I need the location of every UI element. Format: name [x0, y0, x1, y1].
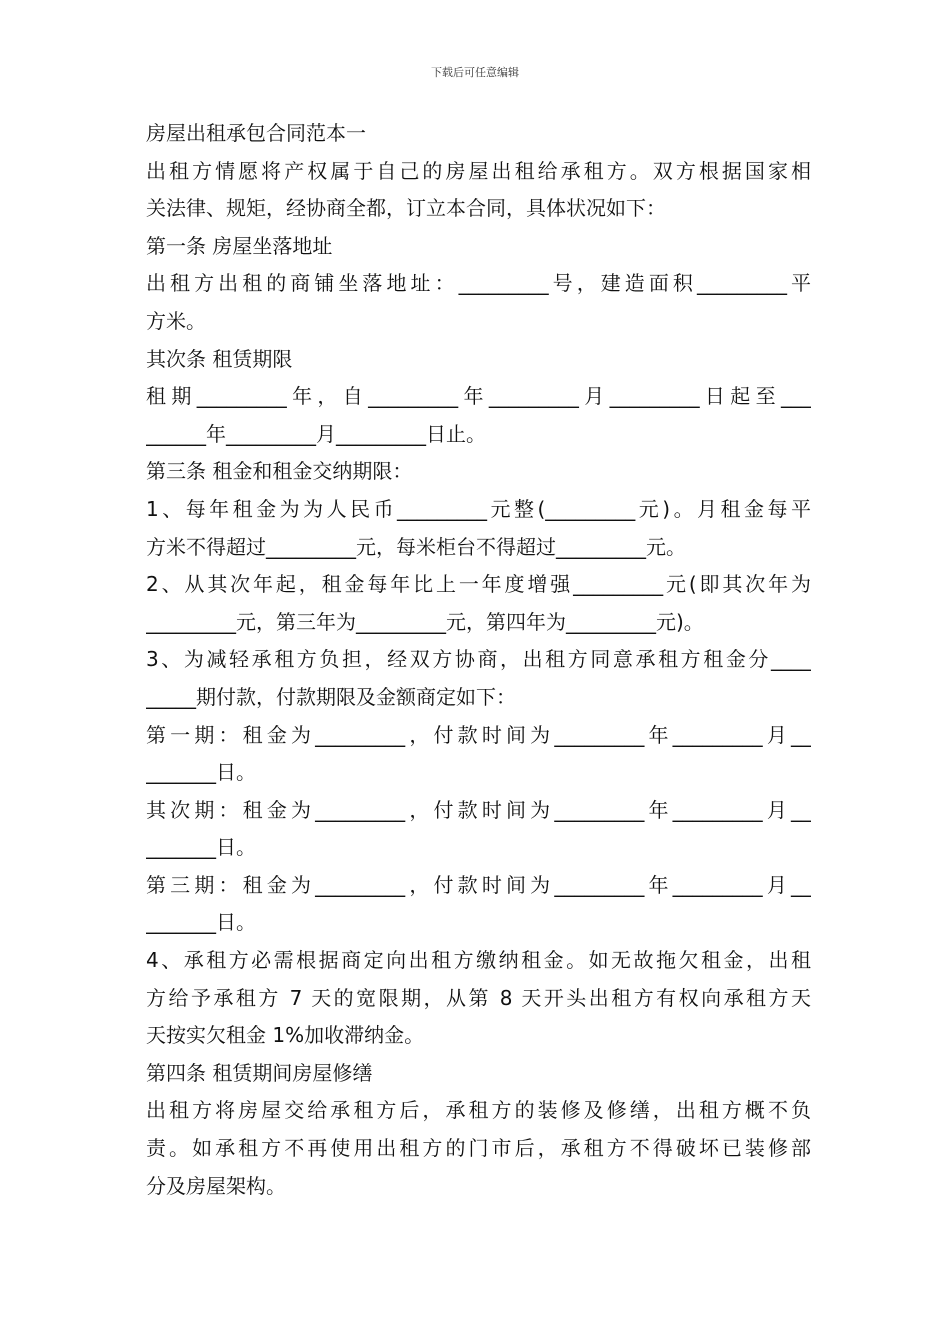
document-line: 4、承租方必需根据商定向出租方缴纳租金。如无故拖欠租金，出租: [146, 948, 811, 973]
document-line: 天按实欠租金 1%加收滞纳金。: [146, 1023, 425, 1048]
document-line: _________元，第三年为_________元，第四年为_________元)。: [146, 609, 704, 634]
document-line: _______日。: [146, 835, 256, 860]
document-line: 方给予承租方 7 天的宽限期，从第 8 天开头出租方有权向承租方天: [146, 985, 811, 1010]
document-line: 其次期：租金为_________，付款时间为_________年_________月__: [146, 797, 811, 822]
document-line: 租期_________年，自_________年_________月_________日起至___: [146, 384, 811, 409]
document-line: 第一条 房屋坐落地址: [146, 233, 333, 258]
document-line: 方米。: [146, 308, 206, 333]
document-body: [146, 115, 811, 1205]
document-line: 责。如承租方不再使用出租方的门市后，承租方不得破坏已装修部: [146, 1136, 811, 1161]
document-line: 关法律、规矩，经协商全都，订立本合同，具体状况如下：: [146, 196, 666, 221]
document-line: 第四条 租赁期间房屋修缮: [146, 1060, 373, 1085]
document-line: 2、从其次年起，租金每年比上一年度增强_________元(即其次年为: [146, 572, 811, 597]
document-line: _____期付款，付款期限及金额商定如下：: [146, 684, 516, 709]
document-line: _______日。: [146, 910, 256, 935]
document-line: _______日。: [146, 760, 256, 785]
document-line: 出租方出租的商铺坐落地址：_________号，建造面积_________平: [146, 271, 811, 296]
page-header-note: 下载后可任意编辑: [431, 66, 519, 79]
document-line: 房屋出租承包合同范本一: [146, 121, 366, 145]
document-line: 出租方情愿将产权属于自己的房屋出租给承租方。双方根据国家相: [146, 158, 811, 183]
document-line: 出租方将房屋交给承租方后，承租方的装修及修缮，出租方概不负: [146, 1098, 811, 1123]
document-line: ______年_________月_________日止。: [146, 421, 486, 446]
document-line: 方米不得超过_________元，每米柜台不得超过_________元。: [146, 534, 686, 559]
document-line: 分及房屋架构。: [146, 1173, 286, 1198]
document-line: 其次条 租赁期限: [146, 346, 293, 371]
document-line: 1、每年租金为为人民币_________元整(_________元)。月租金每平: [146, 496, 811, 521]
document-line: 第一期：租金为_________，付款时间为_________年_________月__: [146, 722, 811, 747]
document-line: 第三条 租金和租金交纳期限：: [146, 459, 413, 484]
document-line: 3、为减轻承租方负担，经双方协商，出租方同意承租方租金分____: [146, 647, 811, 672]
document-line: 第三期：租金为_________，付款时间为_________年_________月__: [146, 872, 811, 897]
